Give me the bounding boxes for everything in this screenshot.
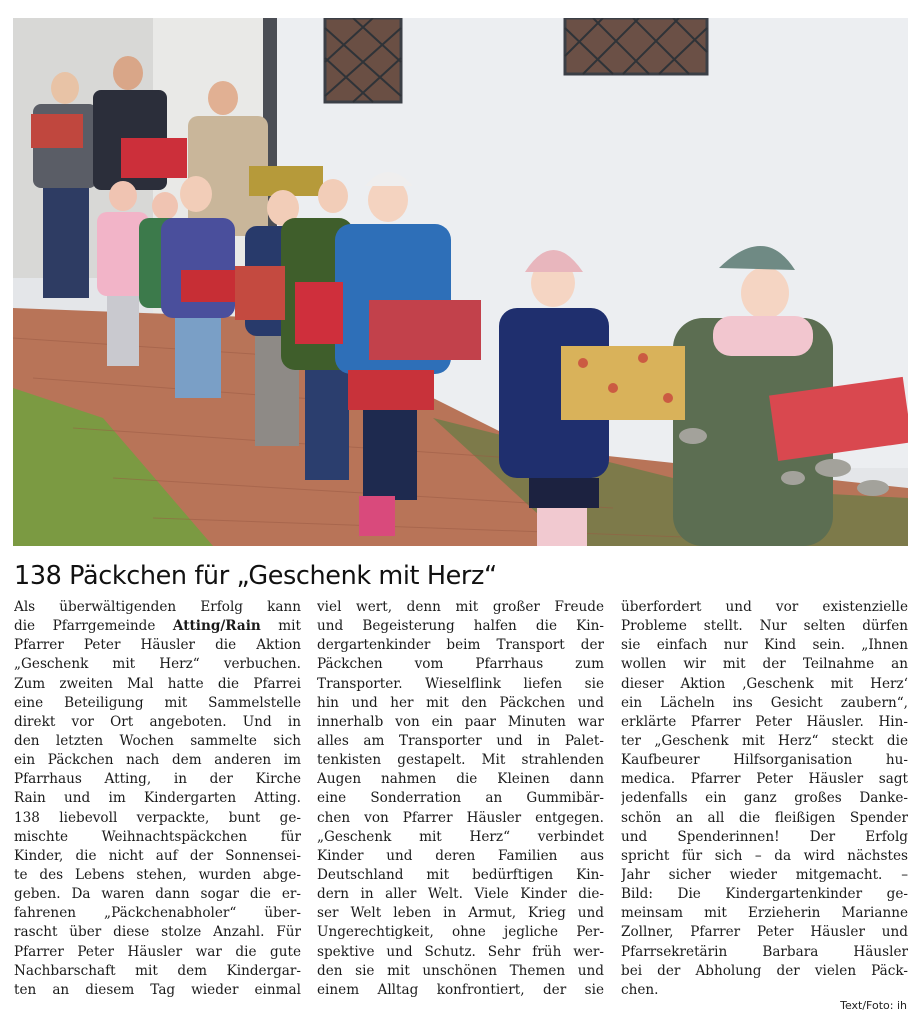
- article-text: und Begeisterung halfen die Kin-: [317, 618, 604, 635]
- article-line: [14, 809, 301, 828]
- article-text: Kinder und deren Familien aus: [317, 847, 604, 864]
- article-line: [621, 962, 908, 981]
- article-line: [14, 713, 301, 732]
- article-text: mischte Weihnachtspäckchen für: [14, 828, 301, 845]
- article-line: [14, 617, 301, 636]
- article-text: Pfarrsekretärin Barbara Häusler: [621, 943, 908, 960]
- article-line: [317, 962, 604, 981]
- article-line: [621, 617, 908, 636]
- article-line: [621, 923, 908, 942]
- article-text: Rain und im Kindergarten Atting.: [14, 790, 301, 807]
- article-line: [621, 981, 908, 1000]
- article-column-2: [317, 598, 604, 1000]
- article-line: [621, 732, 908, 751]
- article-text: hin und her mit den Päckchen und: [317, 694, 604, 711]
- article-text: Jahr sicher wieder mitgemacht. –: [621, 866, 908, 883]
- article-text: Päckchen vom Pfarrhaus zum: [317, 656, 604, 673]
- article-line: [14, 847, 301, 866]
- article-line: [317, 789, 604, 808]
- article-line: [317, 751, 604, 770]
- article-text: Kaufbeurer Hilfsorganisation hu-: [621, 752, 908, 769]
- article-line: [317, 866, 604, 885]
- article-text: alles am Transporter und in Palet-: [317, 732, 604, 749]
- article-line: [621, 713, 908, 732]
- article-text: ein Lächeln ins Gesicht zaubern“,: [621, 694, 908, 711]
- article-text: bei der Abholung der vielen Päck-: [621, 962, 908, 979]
- article-line: [317, 713, 604, 732]
- article-text: direkt vor Ort angeboten. Und in: [14, 713, 301, 730]
- article-line: [621, 655, 908, 674]
- article-text: eine Beteiligung mit Sammelstelle: [14, 694, 301, 711]
- article-line: [621, 598, 908, 617]
- article-line: [317, 636, 604, 655]
- article-line: [14, 866, 301, 885]
- article-line: [317, 694, 604, 713]
- article-text: medica. Pfarrer Peter Häusler sagt: [621, 771, 908, 788]
- article-text: erklärte Pfarrer Peter Häusler. Hin-: [621, 713, 908, 730]
- window-grille-right: [565, 18, 707, 74]
- article-line: [14, 598, 301, 617]
- article-text: den letzten Wochen sammelte sich: [14, 732, 301, 749]
- article-text: den sie mit unschönen Themen und: [317, 962, 604, 979]
- article-text: sie einfach nur Kind sein. „Ihnen: [621, 637, 908, 654]
- article-text: und Spenderinnen! Der Erfolg: [621, 828, 908, 845]
- article-text: Pfarrer Peter Häusler war die gute: [14, 943, 301, 960]
- article-text: Zum zweiten Mal hatte die Pfarrei: [14, 675, 301, 692]
- article-line: [621, 636, 908, 655]
- article-line: [14, 751, 301, 770]
- article-text: te des Lebens stehen, wurden abge-: [14, 866, 301, 883]
- article-line: [317, 732, 604, 751]
- article-line: [14, 694, 301, 713]
- article-line: [621, 885, 908, 904]
- article-text: viel wert, denn mit großer Freude: [317, 599, 604, 615]
- article-text: Nachbarschaft mit dem Kindergar-: [14, 962, 301, 979]
- article-text: Pfarrer Peter Häusler die Aktion: [14, 637, 301, 654]
- article-text: innerhalb von ein paar Minuten war: [317, 713, 604, 730]
- article-line: [14, 904, 301, 923]
- article-bold-text: Atting/Rain: [172, 618, 261, 635]
- article-text: eine Sonderration an Gummibär-: [317, 790, 604, 807]
- article-line: [621, 751, 908, 770]
- article-text: ein Päckchen nach dem anderen im: [14, 752, 301, 769]
- article-line: [14, 732, 301, 751]
- article-text: tenkisten gestapelt. Mit strahlenden: [317, 752, 604, 769]
- article-text: geben. Da waren dann sogar die er-: [14, 886, 301, 903]
- article-line: [14, 885, 301, 904]
- article-text: ser Welt leben in Armut, Krieg und: [317, 905, 604, 922]
- article-line: [621, 847, 908, 866]
- article-line: [14, 943, 301, 962]
- photo-credit: Text/Foto: ih: [840, 999, 907, 1012]
- article-line: [621, 828, 908, 847]
- article-line: [14, 981, 301, 1000]
- article-line: [14, 636, 301, 655]
- article-line: [621, 694, 908, 713]
- article-text: überfordert und vor existenzielle: [621, 599, 908, 615]
- article-text: Zollner, Pfarrer Peter Häusler und: [621, 924, 908, 941]
- article-text: meinsam mit Erzieherin Marianne: [621, 905, 908, 922]
- article-line: [14, 923, 301, 942]
- article-text: Augen nahmen die Kleinen dann: [317, 771, 604, 788]
- article-line: [317, 981, 604, 1000]
- article-text: Bild: Die Kindergartenkinder ge-: [621, 886, 908, 903]
- article-text: Deutschland mit bedürftigen Kin-: [317, 866, 604, 883]
- article-line: [14, 770, 301, 789]
- article-text: einem Alltag konfrontiert, der sie: [317, 981, 604, 998]
- article-line: [621, 770, 908, 789]
- article-text: die Pfarrgemeinde: [14, 618, 173, 635]
- article-line: [317, 943, 604, 962]
- article-text: Kinder, die nicht auf der Sonnensei-: [14, 847, 301, 864]
- article-text: chen.: [621, 981, 659, 998]
- article-column-1: [14, 598, 301, 1000]
- article-line: [14, 828, 301, 847]
- article-line: [621, 866, 908, 885]
- article-text: „Geschenk mit Herz“ verbindet: [317, 828, 604, 845]
- article-text: ter „Geschenk mit Herz“ steckt die: [621, 732, 908, 749]
- article-text: Ungerechtigkeit, ohne jegliche Per-: [317, 924, 604, 941]
- article-text: dieser Aktion ‚Geschenk mit Herz‘: [621, 675, 908, 692]
- article-line: [317, 885, 604, 904]
- article-text: Probleme stellt. Nur selten dürfen: [621, 618, 908, 635]
- article-line: [14, 675, 301, 694]
- article-line: [317, 675, 604, 694]
- article-line: [317, 847, 604, 866]
- article-line: [621, 809, 908, 828]
- article-text: dern in aller Welt. Viele Kinder die-: [317, 886, 604, 903]
- article-line: [621, 943, 908, 962]
- window-grille-left: [325, 18, 401, 102]
- article-text: „Geschenk mit Herz“ verbuchen.: [14, 656, 301, 673]
- article-text: dergartenkinder beim Transport der: [317, 637, 604, 654]
- article-text: spricht für sich – da wird nächstes: [621, 847, 908, 864]
- article-text: Transporter. Wieselflink liefen sie: [317, 675, 604, 692]
- article-line: [317, 770, 604, 789]
- article-line: [317, 904, 604, 923]
- article-line: [317, 828, 604, 847]
- article-line: [14, 789, 301, 808]
- article-text: spektive und Schutz. Sehr früh wer-: [317, 943, 604, 960]
- article-text: 138 liebevoll verpackte, bunt ge-: [14, 809, 301, 826]
- article-text: wollen wir mit der Teilnahme an: [621, 656, 908, 673]
- article-text: schön an all die fleißigen Spender: [621, 809, 908, 826]
- article-text: mit: [260, 618, 301, 635]
- article-line: [317, 598, 604, 617]
- article-line: [317, 809, 604, 828]
- article-line: [317, 923, 604, 942]
- article-text: ten an diesem Tag wieder einmal: [14, 981, 301, 998]
- article-headline: 138 Päckchen für „Geschenk mit Herz“: [14, 561, 497, 591]
- article-column-3: [621, 598, 908, 1000]
- article-line: [14, 655, 301, 674]
- article-line: [621, 675, 908, 694]
- article-line: [621, 789, 908, 808]
- article-line: [14, 962, 301, 981]
- article-line: [621, 904, 908, 923]
- article-text: chen von Pfarrer Häusler entgegen.: [317, 809, 604, 826]
- article-line: [317, 655, 604, 674]
- article-line: [317, 617, 604, 636]
- article-text: fahrenen „Päckchenabholer“ über-: [14, 905, 301, 922]
- article-text: rascht über diese stolze Anzahl. Für: [14, 924, 301, 941]
- article-photo: [13, 18, 908, 546]
- article-text: jedenfalls ein ganz großes Danke-: [621, 790, 908, 807]
- article-text: Pfarrhaus Atting, in der Kirche: [14, 771, 301, 788]
- article-text: Als überwältigenden Erfolg kann: [14, 599, 301, 615]
